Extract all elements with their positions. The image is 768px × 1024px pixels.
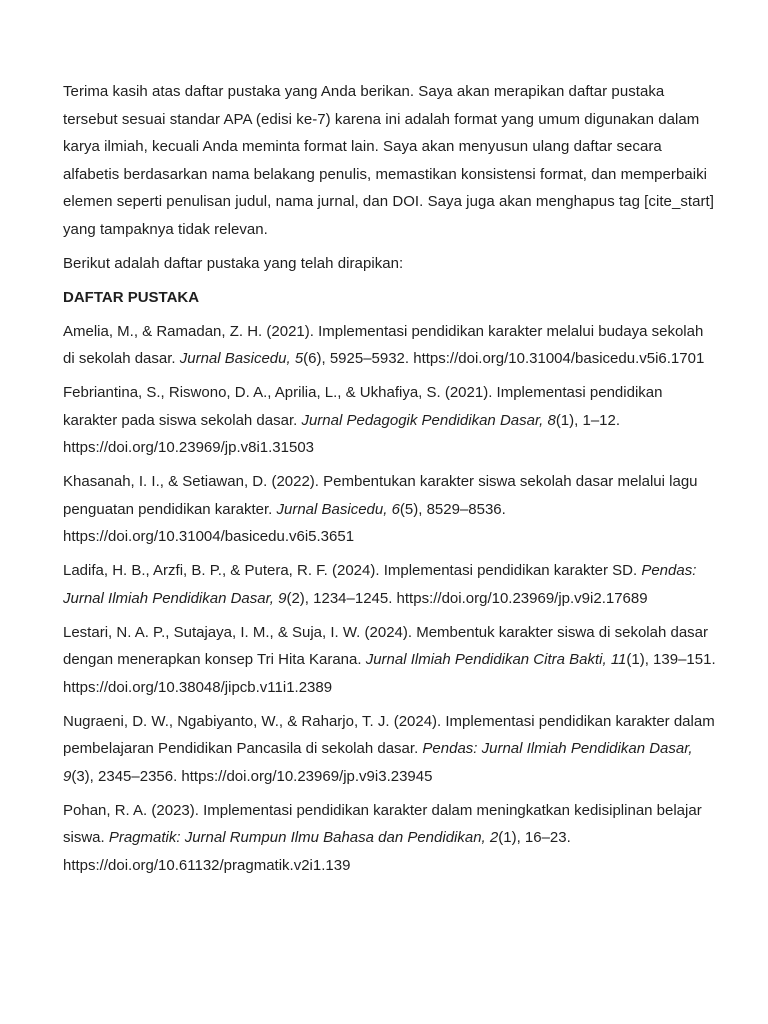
reference-authors-title: Lestari, N. A. P., Sutajaya, I. M., & Suja, I. W. (2024). Membentuk karakter siswa di sekolah dasar dengan menerapkan konsep Tri Hita Karana.	[63, 623, 709, 668]
reference-entry	[63, 557, 716, 612]
intro-paragraph: Terima kasih atas daftar pustaka yang Anda berikan. Saya akan merapikan daftar pustaka tersebut sesuai standar APA (edisi ke-7) karena ini adalah format yang umum digunakan dalam karya ilmiah, kecuali Anda meminta format lain. Saya akan menyusun ulang daftar secara alfabetis berdasarkan nama belakang penulis, memastikan konsistensi format, dan memperbaiki elemen seperti penulisan judul, nama jurnal, dan DOI. Saya juga akan menghapus tag [cite_start] yang tampaknya tidak relevan.	[63, 83, 714, 238]
reference-issue-doi: (1), 139–151. https://doi.org/10.38048/jipcb.v11i1.2389	[63, 651, 716, 696]
reference-issue-doi: (6), 5925–5932. https://doi.org/10.31004/basicedu.v5i6.1701	[303, 350, 705, 367]
reference-journal: Jurnal Pedagogik Pendidikan Dasar, 8	[301, 411, 556, 429]
reference-journal: Pendas: Jurnal Ilmiah Pendidikan Dasar, 9	[63, 740, 693, 785]
reference-entry	[63, 797, 716, 880]
reference-authors-title: Khasanah, I. I., & Setiawan, D. (2022). Pembentukan karakter siswa sekolah dasar melalui lagu penguatan pendidikan karakter.	[63, 473, 698, 518]
intro-lead-in: Berikut adalah daftar pustaka yang telah dirapikan:	[63, 254, 404, 272]
reference-entry	[63, 468, 716, 551]
reference-journal: Jurnal Basicedu, 6	[276, 500, 400, 518]
reference-issue-doi: (1), 1–12. https://doi.org/10.23969/jp.v8i1.31503	[63, 411, 621, 456]
reference-authors-title: Amelia, M., & Ramadan, Z. H. (2021). Implementasi pendidikan karakter melalui budaya sekolah di sekolah dasar.	[63, 322, 704, 367]
references-heading: DAFTAR PUSTAKA	[63, 288, 200, 306]
reference-authors-title: Nugraeni, D. W., Ngabiyanto, W., & Raharjo, T. J. (2024). Implementasi pendidikan karakter dalam pembelajaran Pendidikan Pancasila di sekolah dasar.	[63, 712, 715, 757]
reference-journal: Pragmatik: Jurnal Rumpun Ilmu Bahasa dan Pendidikan, 2	[108, 829, 499, 846]
reference-issue-doi: (1), 16–23. https://doi.org/10.61132/pragmatik.v2i1.139	[63, 829, 571, 874]
reference-journal: Pendas: Jurnal Ilmiah Pendidikan Dasar, 9	[63, 562, 697, 607]
document-page	[63, 78, 716, 1004]
reference-authors-title: Ladifa, H. B., Arzfi, B. P., & Putera, R. F. (2024). Implementasi pendidikan karakter SD.	[63, 562, 642, 579]
reference-issue-doi: (2), 1234–1245. https://doi.org/10.23969/jp.v9i2.17689	[286, 589, 648, 607]
reference-journal: Jurnal Basicedu, 5	[179, 350, 304, 367]
reference-issue-doi: (5), 8529–8536. https://doi.org/10.31004/basicedu.v6i5.3651	[63, 500, 506, 545]
reference-issue-doi: (3), 2345–2356. https://doi.org/10.23969/jp.v9i3.23945	[71, 767, 433, 785]
reference-entry	[63, 379, 716, 462]
reference-entry	[63, 318, 716, 373]
reference-journal: Jurnal Ilmiah Pendidikan Citra Bakti, 11	[365, 651, 627, 668]
reference-authors-title: Pohan, R. A. (2023). Implementasi pendidikan karakter dalam meningkatkan kedisiplinan belajar siswa.	[63, 801, 702, 846]
reference-entry	[63, 619, 716, 702]
reference-authors-title: Febriantina, S., Riswono, D. A., Aprilia, L., & Ukhafiya, S. (2021). Implementasi pendidikan karakter pada siswa sekolah dasar.	[63, 384, 663, 429]
reference-entry	[63, 708, 716, 791]
